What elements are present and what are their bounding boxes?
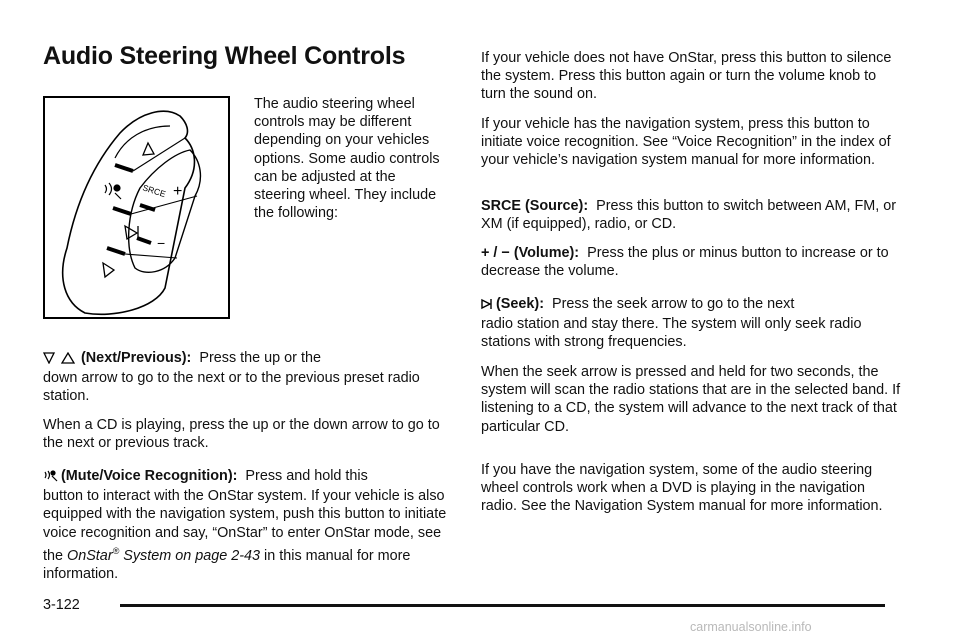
source-paragraph	[481, 197, 901, 233]
volume-text: Press the plus or minus button to increase or to decrease the volume.	[481, 245, 889, 280]
source-text: Press this button to switch between AM, FM, or XM (if equipped), radio, or CD.	[481, 198, 897, 233]
mute-voice-text-a: Press and hold this	[245, 468, 368, 484]
seek-arrow-icon	[481, 297, 494, 315]
seek-paragraph	[481, 295, 901, 352]
source-label: SRCE (Source):	[481, 198, 589, 214]
seek-label: (Seek):	[496, 296, 544, 312]
figure-minus-label: −	[157, 235, 166, 251]
figure-plus-label: +	[173, 183, 183, 200]
mute-voice-text-c: in this manual for more information.	[43, 547, 411, 582]
steering-controls-drawing	[45, 98, 228, 317]
figure-seek-icon	[125, 226, 138, 240]
mute-voice-label: (Mute/Voice Recognition):	[61, 468, 238, 484]
down-triangle-icon	[43, 351, 55, 369]
volume-symbols: + / −	[481, 245, 510, 261]
up-triangle-icon	[61, 351, 75, 369]
cd-track-paragraph: When a CD is playing, press the up or the down arrow to go to the next or previous track.	[43, 417, 440, 452]
next-previous-text-b: down arrow to go to the next or to the previous preset radio station.	[43, 370, 420, 405]
seek-text-a: Press the seek arrow to go to the next	[552, 296, 795, 312]
seek-text-b: radio station and stay there. The system will only seek radio stations with strong frequencies.	[481, 316, 862, 351]
next-previous-paragraph	[43, 349, 453, 406]
volume-label: (Volume):	[513, 245, 580, 261]
figure-srce-label: SRCE	[141, 182, 167, 200]
mute-voice-text-b: button to interact with the OnStar system. If your vehicle is also equipped with the navigation system, push this button to initiate voice recognition and say, “OnStar” to enter OnStar mode, see the	[43, 488, 447, 564]
next-previous-text-a: Press the up or the	[199, 350, 321, 366]
figure-up-triangle-icon	[143, 143, 154, 155]
next-previous-label: (Next/Previous):	[81, 350, 192, 366]
navigation-voice-paragraph: If your vehicle has the navigation system, press this button to initiate voice recognition. See “Voice Recognition” in the index of your vehicle’s navigation system manual for more information.	[481, 116, 891, 169]
watermark: carmanualsonline.info	[690, 620, 812, 634]
figure-mute-icon	[105, 183, 121, 199]
seek-hold-paragraph: When the seek arrow is pressed and held for two seconds, the system will scan the radio stations that are in the selected band. If listening to a CD, the system will advance to the next track of that particular CD.	[481, 364, 901, 435]
page-title: Audio Steering Wheel Controls	[43, 42, 406, 70]
mute-voice-paragraph	[43, 467, 453, 583]
intro-paragraph: The audio steering wheel controls may be different depending on your vehicles options. Some audio controls can be adjusted at the steering wheel. They include the following:	[254, 96, 440, 222]
page-number: 3-122	[43, 597, 80, 613]
steering-controls-illustration	[43, 96, 230, 319]
onstar-reference-link[interactable]: OnStar® System on page 2-43	[67, 545, 261, 564]
no-onstar-paragraph: If your vehicle does not have OnStar, press this button to silence the system. Press this button again or turn the volume knob to turn the sound on.	[481, 50, 892, 103]
figure-down-triangle-icon	[103, 263, 114, 277]
mute-voice-icon	[43, 469, 59, 487]
volume-paragraph	[481, 244, 901, 280]
dvd-paragraph: If you have the navigation system, some of the audio steering wheel controls work when a DVD is playing in the navigation radio. See the Navigation System manual for more information.	[481, 462, 883, 515]
footer-rule	[120, 604, 885, 607]
